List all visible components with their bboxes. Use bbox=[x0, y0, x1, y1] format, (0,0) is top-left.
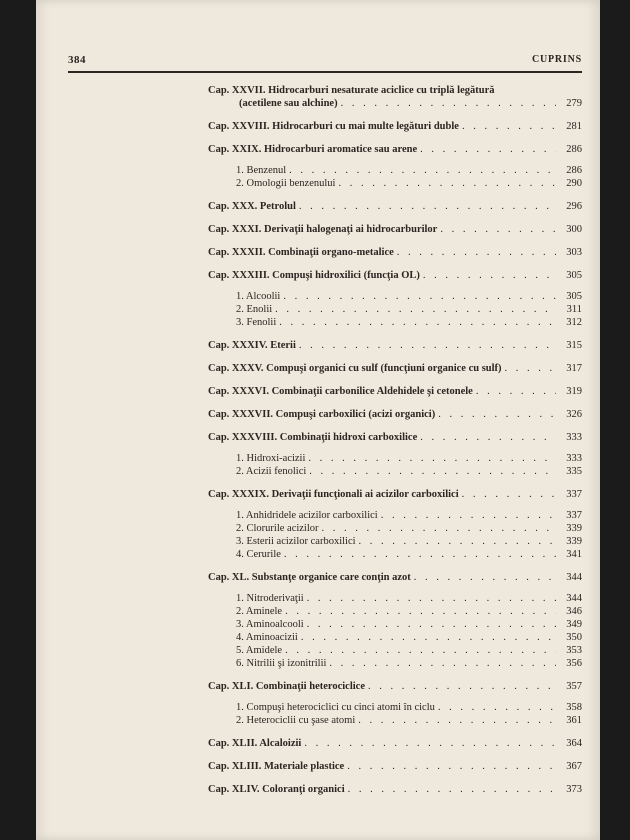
dot-leader bbox=[338, 177, 556, 190]
toc-section-entry bbox=[208, 164, 582, 177]
dot-leader bbox=[462, 488, 556, 501]
toc-entry-label: 1. Compuşi heterociclici cu cinci atomi în ciclu bbox=[236, 702, 435, 713]
toc-entry-label: 1. Nitroderivaţii bbox=[236, 593, 304, 604]
dot-leader bbox=[299, 339, 556, 352]
toc-page-number: 319 bbox=[566, 386, 582, 397]
toc-section-entry bbox=[208, 316, 582, 329]
toc-chapter-entry bbox=[208, 571, 582, 584]
toc-page-number: 344 bbox=[566, 572, 582, 583]
dot-leader bbox=[368, 680, 556, 693]
toc-page-number: 341 bbox=[566, 549, 582, 560]
toc-page-number: 305 bbox=[566, 291, 582, 302]
toc-entry-label: 1. Hidroxi-acizii bbox=[236, 453, 306, 464]
toc-entry-label: Cap. XXXIV. Eterii bbox=[208, 340, 296, 351]
toc-entry-label: 2. Acizii fenolici bbox=[236, 466, 307, 477]
toc-entry-label-continuation: (acetilene sau alchine) bbox=[239, 98, 338, 109]
toc-section-entry bbox=[208, 509, 582, 522]
toc-entry-label: Cap. XXXVII. Compuşi carboxilici (acizi organici) bbox=[208, 409, 436, 420]
toc-entry-label: Cap. XL. Substanţe organice care conţin azot bbox=[208, 572, 411, 583]
toc-page-number: 312 bbox=[566, 317, 582, 328]
dot-leader bbox=[476, 385, 556, 398]
toc-section-entry bbox=[208, 303, 582, 316]
toc-chapter-entry bbox=[208, 783, 582, 796]
toc-entry-label: 2. Clorurile acizilor bbox=[236, 523, 319, 534]
toc-section-entry bbox=[208, 548, 582, 561]
dot-leader bbox=[279, 316, 556, 329]
dot-leader bbox=[341, 97, 556, 110]
toc-section-entry bbox=[208, 605, 582, 618]
dot-leader bbox=[289, 164, 556, 177]
toc-chapter-entry bbox=[208, 385, 582, 398]
toc-entry-label: Cap. XXXVIII. Combinaţii hidroxi carboxilice bbox=[208, 432, 418, 443]
toc-chapter-entry bbox=[208, 431, 582, 444]
toc-entry-label: Cap. XLI. Combinaţii heterociclice bbox=[208, 681, 365, 692]
toc-entry-label: Cap. XXXIII. Compuşi hidroxilici (funcţia OL) bbox=[208, 270, 420, 281]
toc-page-number: 303 bbox=[566, 247, 582, 258]
toc-chapter-entry bbox=[208, 339, 582, 352]
dot-leader bbox=[329, 657, 556, 670]
dot-leader bbox=[440, 223, 556, 236]
toc-entry-label: 2. Heterociclii cu şase atomi bbox=[236, 715, 356, 726]
toc-entry-label: Cap. XLIV. Coloranţi organici bbox=[208, 784, 345, 795]
page-number: 384 bbox=[68, 54, 86, 66]
toc-page-number: 333 bbox=[566, 453, 582, 464]
toc-page-number: 290 bbox=[566, 178, 582, 189]
header-rule bbox=[68, 71, 582, 73]
dot-leader bbox=[358, 714, 556, 727]
toc-chapter-entry bbox=[208, 362, 582, 375]
toc-page-number: 350 bbox=[566, 632, 582, 643]
dot-leader bbox=[322, 522, 556, 535]
dot-leader bbox=[284, 548, 556, 561]
toc-section-entry bbox=[208, 714, 582, 727]
dot-leader bbox=[309, 465, 556, 478]
toc-section-entry bbox=[208, 592, 582, 605]
toc-entry-label: 2. Enolii bbox=[236, 304, 273, 315]
dot-leader bbox=[299, 200, 556, 213]
dot-leader bbox=[275, 303, 556, 316]
toc-entry-label: Cap. XLIII. Materiale plastice bbox=[208, 761, 345, 772]
toc-page-number: 358 bbox=[566, 702, 582, 713]
toc-entry-label: Cap. XXVII. Hidrocarburi nesaturate aciclice cu triplă legătură bbox=[208, 85, 495, 96]
toc-page-number: 346 bbox=[566, 606, 582, 617]
dot-leader bbox=[397, 246, 556, 259]
dot-leader bbox=[307, 618, 556, 631]
toc-entry-label: 3. Esterii acizilor carboxilici bbox=[236, 536, 356, 547]
toc-page-number: 339 bbox=[566, 536, 582, 547]
toc-entry-label: Cap. XXXI. Derivaţii halogenaţi ai hidrocarburilor bbox=[208, 224, 438, 235]
toc-page-number: 337 bbox=[566, 489, 582, 500]
toc-entry-label: 1. Anhidridele acizilor carboxilici bbox=[236, 510, 378, 521]
toc-page-number: 356 bbox=[566, 658, 582, 669]
toc-page-number: 281 bbox=[566, 121, 582, 132]
dot-leader bbox=[438, 701, 556, 714]
running-title: CUPRINS bbox=[531, 54, 582, 65]
toc-page-number: 300 bbox=[566, 224, 582, 235]
toc-chapter-entry bbox=[208, 200, 582, 213]
toc-page-number: 364 bbox=[566, 738, 582, 749]
dot-leader bbox=[381, 509, 556, 522]
toc-section-entry bbox=[208, 701, 582, 714]
toc-entry-label: 2. Omologii benzenului bbox=[236, 178, 336, 189]
toc-page-number: 361 bbox=[566, 715, 582, 726]
dot-leader bbox=[462, 120, 556, 133]
toc-page-number: 279 bbox=[566, 98, 582, 109]
toc-page-number: 373 bbox=[566, 784, 582, 795]
dot-leader bbox=[301, 631, 556, 644]
toc-entry-label: 4. Cerurile bbox=[236, 549, 281, 560]
toc-chapter-entry bbox=[208, 269, 582, 282]
toc-chapter-entry bbox=[208, 408, 582, 421]
toc-page-number: 326 bbox=[566, 409, 582, 420]
dot-leader bbox=[414, 571, 556, 584]
toc-page-number: 311 bbox=[566, 304, 582, 315]
toc-chapter-entry bbox=[208, 488, 582, 501]
dot-leader bbox=[285, 644, 556, 657]
dot-leader bbox=[308, 452, 556, 465]
toc-section-entry bbox=[208, 290, 582, 303]
toc-page-number: 339 bbox=[566, 523, 582, 534]
dot-leader bbox=[423, 269, 556, 282]
toc-chapter-entry bbox=[208, 120, 582, 133]
dot-leader bbox=[283, 290, 556, 303]
toc-entry-label: Cap. XXIX. Hidrocarburi aromatice sau arene bbox=[208, 144, 418, 155]
toc-entry-label: 2. Aminele bbox=[236, 606, 283, 617]
toc-page-number: 349 bbox=[566, 619, 582, 630]
dot-leader bbox=[347, 760, 556, 773]
toc-chapter-entry bbox=[208, 143, 582, 156]
toc-section-entry bbox=[208, 644, 582, 657]
toc-chapter-entry bbox=[208, 223, 582, 236]
toc-section-entry bbox=[208, 465, 582, 478]
toc-page-number: 286 bbox=[566, 144, 582, 155]
toc-chapter-entry bbox=[208, 84, 582, 110]
toc-entry-label: Cap. XXXV. Compuşi organici cu sulf (funcţiuni organice cu sulf) bbox=[208, 363, 502, 374]
toc-entry-label: Cap. XXXVI. Combinaţii carbonilice Aldehidele şi cetonele bbox=[208, 386, 473, 397]
toc-page-number: 367 bbox=[566, 761, 582, 772]
dot-leader bbox=[285, 605, 556, 618]
toc-section-entry bbox=[208, 452, 582, 465]
toc-page-number: 305 bbox=[566, 270, 582, 281]
toc-page-number: 317 bbox=[566, 363, 582, 374]
page-header bbox=[68, 54, 582, 68]
dot-leader bbox=[420, 143, 556, 156]
dot-leader bbox=[348, 783, 556, 796]
toc-entry-label: Cap. XXVIII. Hidrocarburi cu mai multe legături duble bbox=[208, 121, 459, 132]
table-of-contents bbox=[208, 84, 582, 796]
toc-section-entry bbox=[208, 535, 582, 548]
toc-chapter-entry bbox=[208, 737, 582, 750]
toc-entry-label: 1. Benzenul bbox=[236, 165, 287, 176]
toc-chapter-entry bbox=[208, 680, 582, 693]
toc-section-entry bbox=[208, 631, 582, 644]
toc-page-number: 353 bbox=[566, 645, 582, 656]
toc-entry-label: 1. Alcoolii bbox=[236, 291, 281, 302]
toc-page-number: 333 bbox=[566, 432, 582, 443]
toc-page-number: 357 bbox=[566, 681, 582, 692]
toc-page-number: 335 bbox=[566, 466, 582, 477]
toc-section-entry bbox=[208, 657, 582, 670]
toc-chapter-entry bbox=[208, 246, 582, 259]
toc-page-number: 286 bbox=[566, 165, 582, 176]
toc-entry-label: 6. Nitrilii şi izonitrilii bbox=[236, 658, 327, 669]
toc-entry-label: 4. Aminoacizii bbox=[236, 632, 298, 643]
toc-entry-label: 5. Amidele bbox=[236, 645, 283, 656]
dot-leader bbox=[304, 737, 556, 750]
toc-page-number: 315 bbox=[566, 340, 582, 351]
dot-leader bbox=[359, 535, 556, 548]
toc-page-number: 337 bbox=[566, 510, 582, 521]
dot-leader bbox=[420, 431, 556, 444]
toc-section-entry bbox=[208, 522, 582, 535]
toc-section-entry bbox=[208, 618, 582, 631]
toc-section-entry bbox=[208, 177, 582, 190]
toc-chapter-entry bbox=[208, 760, 582, 773]
dot-leader bbox=[438, 408, 556, 421]
toc-entry-label: Cap. XLII. Alcaloizii bbox=[208, 738, 302, 749]
dot-leader bbox=[505, 362, 556, 375]
toc-entry-label: Cap. XXXIX. Derivaţii funcţionali ai acizilor carboxilici bbox=[208, 489, 459, 500]
dot-leader bbox=[307, 592, 556, 605]
toc-entry-label: Cap. XXXII. Combinaţii organo-metalice bbox=[208, 247, 394, 258]
toc-page-number: 296 bbox=[566, 201, 582, 212]
toc-entry-label: 3. Aminoalcooli bbox=[236, 619, 304, 630]
toc-page-number: 344 bbox=[566, 593, 582, 604]
toc-entry-label: 3. Fenolii bbox=[236, 317, 277, 328]
toc-entry-label: Cap. XXX. Petrolul bbox=[208, 201, 296, 212]
